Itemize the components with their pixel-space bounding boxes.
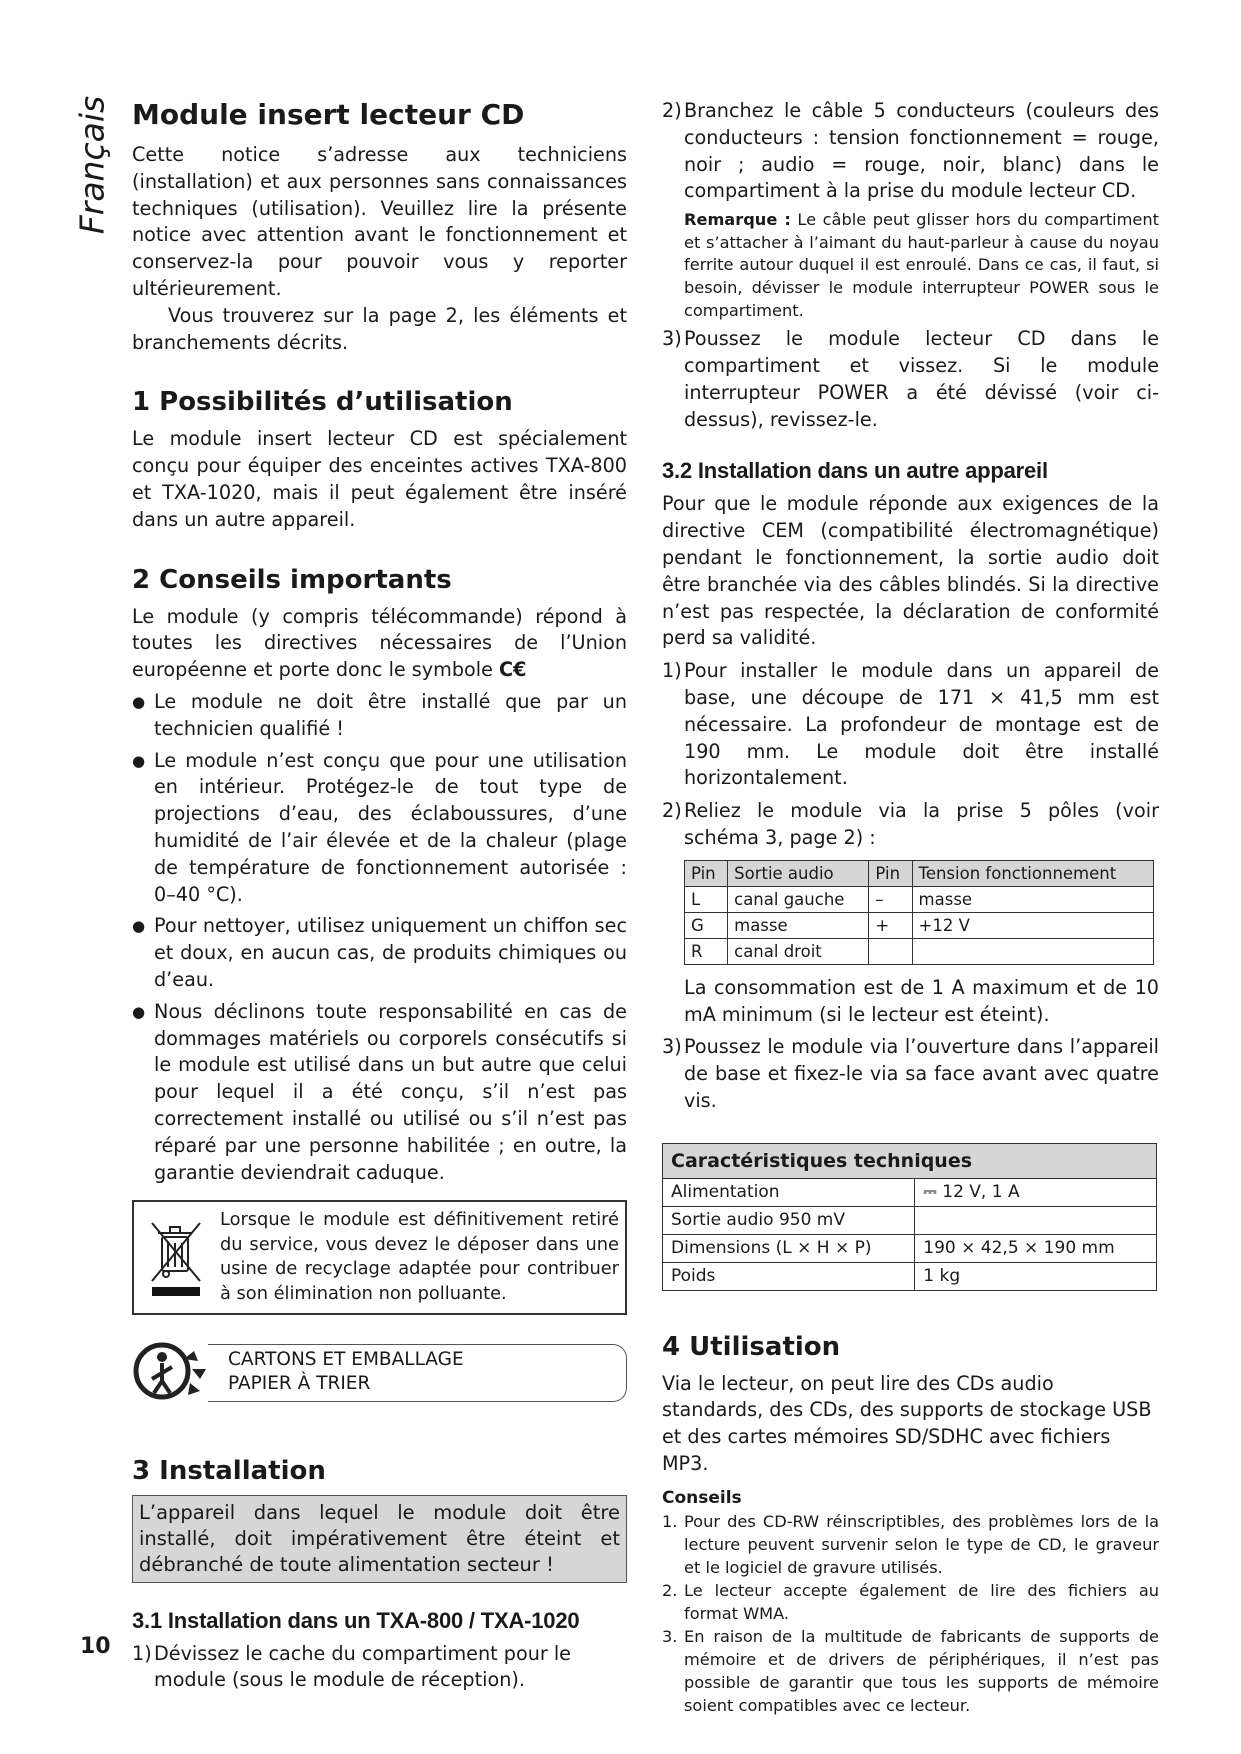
table-row: Poids 1 kg xyxy=(663,1262,1157,1290)
section-3-title: 3 Installation xyxy=(132,1455,326,1486)
table-row: G masse + +12 V xyxy=(685,912,1154,938)
right-column xyxy=(662,98,1159,1717)
technical-specs-table xyxy=(662,1143,1157,1291)
list-item: 2. Le lecteur accepte également de lire des fichiers au format WMA. xyxy=(662,1580,1159,1623)
side-language-label: Français xyxy=(72,95,112,235)
step-item: 2) Branchez le câble 5 conducteurs (couleurs des conducteurs : tension fonctionnement = rouge, noir ; audio = rouge, noir, blanc) dans le compartiment à la prise du module lecteur CD. xyxy=(662,99,1159,203)
step-item: 1) Pour installer le module dans un appareil de base, une découpe de 171 × 41,5 mm est nécessaire. La profondeur de montage est de 190 mm. Le module doit être installé horizontalement. xyxy=(662,659,1159,790)
disposal-text: Lorsque le module est définitivement retiré du service, vous devez le déposer dans une usine de recyclage adaptée pour contribuer à son élimination non polluante. xyxy=(220,1209,619,1305)
bullet-item: ● Le module n’est conçu que pour une utilisation en intérieur. Protégez-le de tout type de projections d’eau, des éclaboussures, d’une humidité de l’air élevée et de la chaleur (plage de température de fonctionnement autorisée : 0–40 °C). xyxy=(132,748,627,909)
intro-paragraph: Cette notice s’adresse aux techniciens (installation) et aux personnes sans connaissances techniques (utilisation). Veuillez lire la présente notice avec attention avant le fonctionnement et conservez-la pour pouvoir vous y reporter ultérieurement. xyxy=(132,143,627,300)
page-number: 10 xyxy=(80,1634,111,1659)
section-3-1-steps-cont2 xyxy=(662,326,1159,433)
conseils-title: Conseils xyxy=(662,1487,742,1508)
table-header: Caractéristiques techniques xyxy=(663,1143,1157,1178)
installation-warning: L’appareil dans lequel le module doit être installé, doit impérativement être éteint et débranché de toute alimentation secteur ! xyxy=(132,1495,627,1583)
list-item: 3. En raison de la multitude de fabricants de supports de mémoire et de drivers de périphériques, il n’est pas possible de garantir que tous les supports de mémoire soient compatibles avec ce lecteur. xyxy=(662,1626,1159,1715)
section-4-title: 4 Utilisation xyxy=(662,1331,841,1362)
section-3-2-steps xyxy=(662,658,1159,852)
section-1-text: Le module insert lecteur CD est spécialement conçu pour équiper des enceintes actives TXA-800 et TXA-1020, mais il peut également être inséré dans un autre appareil. xyxy=(132,427,627,531)
list-item: 1. Pour des CD-RW réinscriptibles, des problèmes lors de la lecture peuvent survenir selon le type de CD, le graveur et le logiciel de gravure utilisés. xyxy=(662,1511,1159,1577)
document-title: Module insert lecteur CD xyxy=(132,98,525,131)
section-3-1-steps-cont xyxy=(662,98,1159,205)
section-2-title: 2 Conseils importants xyxy=(132,564,452,595)
section-3-2-steps-cont xyxy=(662,1034,1159,1114)
section-3-1-steps xyxy=(132,1641,627,1695)
section-3-2-text: Pour que le module réponde aux exigences de la directive CEM (compatibilité électromagnétique) pendant le fonctionnement, la sortie audio doit être branchée via des câbles blindés. Si la directive n’est pas respectée, la déclaration de conformité perd sa validité. xyxy=(662,492,1159,650)
packaging-label: CARTONS ET EMBALLAGE PAPIER À TRIER xyxy=(208,1344,627,1402)
ce-mark-icon: C€ xyxy=(499,658,527,682)
intro-paragraph-2: Vous trouverez sur la page 2, les éléments et branchements décrits. xyxy=(132,303,627,354)
bullet-item: ● Nous déclinons toute responsabilité en cas de dommages matériels ou corporels consécutifs si le module est utilisé dans un but autre que celui pour lequel il a été conçu, s’il n’est pas correctement installé ou utilisé ou s’il n’est pas réparé par une personne habilitée ; en outre, la garantie deviendrait caduque. xyxy=(132,999,627,1187)
remark-note: Remarque : Le câble peut glisser hors du compartiment et s’attacher à l’aimant du haut-parleur à cause du noyau ferrite autour duquel il est enroulé. Dans ce cas, il faut, si besoin, dévisser le module interrupteur POWER sous le compartiment. xyxy=(684,210,1159,320)
step-item: 3) Poussez le module lecteur CD dans le compartiment et vissez. Si le module interrupteur POWER a été dévissé (voir ci-dessus), revissez-le. xyxy=(662,327,1159,431)
triman-recycling-icon xyxy=(132,1331,212,1415)
table-row: R canal droit xyxy=(685,938,1154,964)
disposal-notice xyxy=(132,1200,627,1314)
step-item: 1) Dévissez le cache du compartiment pour le module (sous le module de réception). xyxy=(132,1641,571,1692)
packaging-recycling xyxy=(132,1331,627,1415)
section-2-text: Le module (y compris télécommande) répond à toutes les directives nécessaires de l’Union européenne et porte donc le symbole C€ xyxy=(132,604,627,682)
consumption-text: La consommation est de 1 A maximum et de 10 mA minimum (si le lecteur est éteint). xyxy=(684,975,1159,1026)
table-row: Sortie audio 950 mV xyxy=(663,1206,1157,1234)
pin-table xyxy=(684,860,1154,965)
bullet-item: ● Pour nettoyer, utilisez uniquement un chiffon sec et doux, en aucun cas, de produits chimiques ou d’eau. xyxy=(132,913,627,993)
table-row: Dimensions (L × H × P) 190 × 42,5 × 190 mm xyxy=(663,1234,1157,1262)
crossed-bin-icon xyxy=(142,1208,210,1306)
section-4-text: Via le lecteur, on peut lire des CDs audio standards, des CDs, des supports de stockage USB et des cartes mémoires SD/SDHC avec fichiers MP3. xyxy=(662,1371,1152,1476)
step-item: 3) Poussez le module via l’ouverture dans l’appareil de base et fixez-le via sa face avant avec quatre vis. xyxy=(662,1035,1159,1112)
table-row: Pin Sortie audio Pin Tension fonctionnement xyxy=(685,860,1154,886)
section-1-title: 1 Possibilités d’utilisation xyxy=(132,387,513,418)
step-item: 2) Reliez le module via la prise 5 pôles (voir schéma 3, page 2) : xyxy=(662,799,1159,849)
section-3-1-title: 3.1 Installation dans un TXA-800 / TXA-1020 xyxy=(132,1607,580,1633)
conseils-list xyxy=(662,1510,1159,1717)
table-row: Alimentation ⎓ 12 V, 1 A xyxy=(663,1178,1157,1206)
section-3-2-title: 3.2 Installation dans un autre appareil xyxy=(662,458,1048,484)
safety-bullets xyxy=(132,689,627,1186)
left-column xyxy=(132,98,627,1694)
bullet-item: ● Le module ne doit être installé que par un technicien qualifié ! xyxy=(132,689,627,743)
table-row: L canal gauche – masse xyxy=(685,886,1154,912)
